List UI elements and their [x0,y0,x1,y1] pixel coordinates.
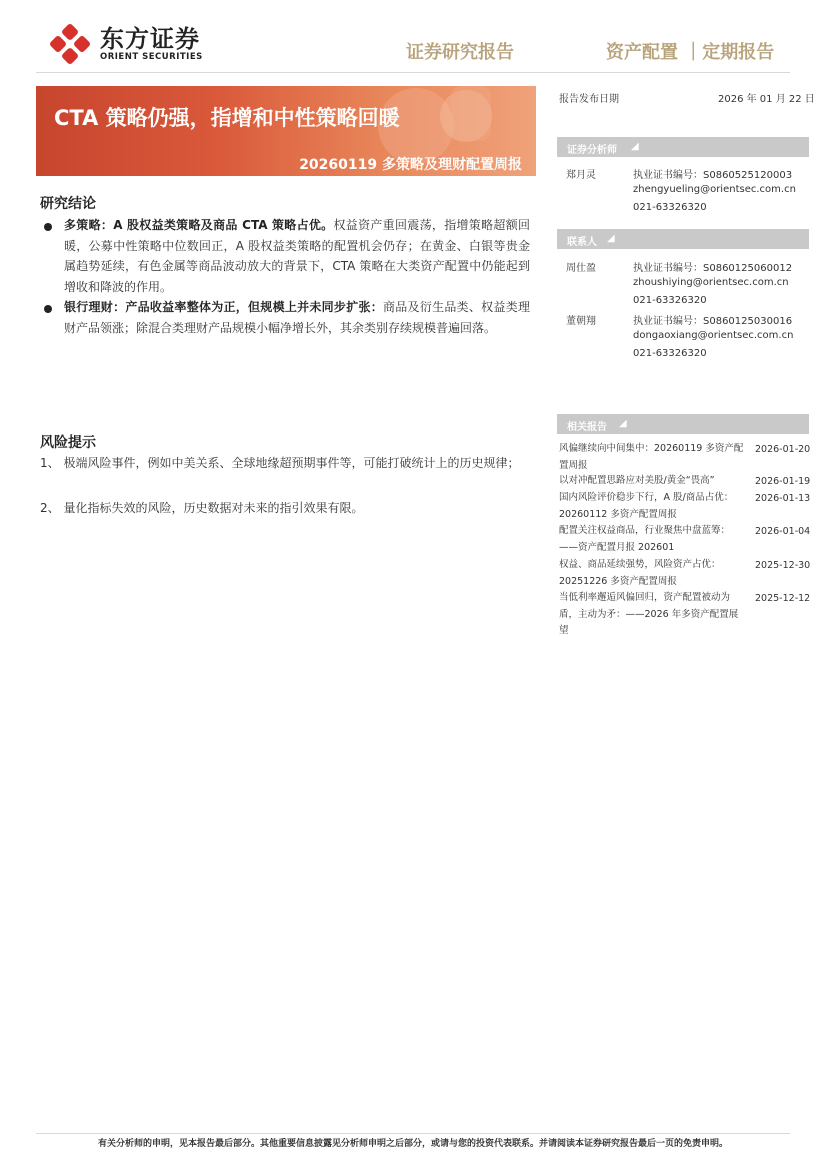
logo-cn: 东方证券 [100,24,200,53]
risk-title: 风险提示 [40,435,96,451]
bullet-icon [44,223,52,231]
contact-license: 执业证书编号：S0860125030016 [633,316,793,327]
related-report-link[interactable]: 以对冲配置思路应对美股/黄金“畏高” [559,475,715,486]
related-report-date: 2025-12-12 [755,593,811,604]
related-report-date: 2026-01-04 [755,526,811,537]
related-report-date: 2026-01-19 [755,476,811,487]
analyst-header [557,137,809,157]
contact-heading: 联系人 [567,237,597,248]
conclusion-title: 研究结论 [40,196,96,212]
footer-divider [36,1133,790,1134]
header-dots: ◢ [631,141,639,152]
risk-item: 2、 量化指标失效的风险，历史数据对未来的指引效果有限。 [40,501,364,515]
related-report-link[interactable]: 当低利率邂逅风偏回归，资产配置被动为盾，主动为矛：——2026 年多资产配置展望 [559,592,739,636]
footer-disclaimer: 有关分析师的申明，见本报告最后部分。其他重要信息披露见分析师申明之后部分，或请与您的投资代表联系。并请阅读本证券研究报告最后一页的免责申明。 [97,1139,728,1149]
report-subtitle: 20260119 多策略及理财配置周报 [299,157,522,173]
contact-phone: 021-63326320 [633,295,707,306]
analyst-license: 执业证书编号：S0860525120003 [633,170,793,181]
contact-email[interactable]: dongaoxiang@orientsec.com.cn [633,330,794,341]
related-heading: 相关报告 [567,422,607,433]
conclusion-text: 权益资产重回震荡，指增策略超额回暖，公募中性策略中位数回正，A 股权益类策略的配置机会仍存；在黄金、白银等贵金属趋势延续，有色金属等商品波动放大的背景下，CTA 策略在大类资产配置中仍能起到增收和降波的作用。 [64,218,530,294]
header-dots: ◢ [607,233,615,244]
analyst-phone: 021-63326320 [633,202,707,213]
related-report-date: 2026-01-20 [755,444,811,455]
related-header [557,414,809,434]
related-report-link[interactable]: 配置关注权益商品，行业聚焦中盘蓝筹：——资产配置月报 202601 [559,525,731,553]
related-report-link[interactable]: 权益、商品延续强势，风险资产占优：20251226 多资产配置周报 [559,559,721,587]
header-dots: ◢ [619,418,627,429]
related-report-date: 2025-12-30 [755,560,811,571]
contact-name: 董朝翔 [566,316,596,327]
analyst-email[interactable]: zhengyueling@orientsec.com.cn [633,184,796,195]
report-category: 资产配置 ｜定期报告 [606,42,775,63]
contact-license: 执业证书编号：S0860125060012 [633,263,793,274]
bullet-icon [44,305,52,313]
report-type: 证券研究报告 [406,42,514,63]
logo-en: ORIENT SECURITIES [100,51,203,62]
conclusion-lead: 银行理财：产品收益率整体为正，但规模上并未同步扩张： [64,300,384,314]
related-report-link[interactable]: 风偏继续向中间集中：20260119 多资产配置周报 [559,443,744,471]
company-logo [48,22,203,66]
contact-name: 周仕盈 [566,263,596,274]
contact-email[interactable]: zhoushiying@orientsec.com.cn [633,277,789,288]
analyst-name: 郑月灵 [566,170,596,181]
risk-item: 1、 极端风险事件，例如中美关系、全球地缘超预期事件等，可能打破统计上的历史规律； [40,456,520,470]
conclusion-lead: 多策略：A 股权益类策略及商品 CTA 策略占优。 [64,218,334,232]
header-divider [36,72,790,73]
publish-date-label: 报告发布日期 [559,94,619,105]
contact-header [557,229,809,249]
analyst-heading: 证券分析师 [567,145,617,156]
conclusion-item [64,215,530,297]
conclusion-item [64,297,530,338]
publish-date: 2026 年 01 月 22 日 [718,94,815,105]
title-banner [36,86,536,176]
orient-logo-icon [48,22,92,66]
contact-phone: 021-63326320 [633,348,707,359]
related-report-date: 2026-01-13 [755,493,811,504]
conclusion-text: 商品及衍生品类、权益类理财产品领涨；除混合类理财产品规模小幅净增长外，其余类别存续规模普遍回落。 [64,300,530,335]
related-report-link[interactable]: 国内风险评价稳步下行，A 股/商品占优：20260112 多资产配置周报 [559,492,734,520]
report-title: CTA 策略仍强，指增和中性策略回暖 [54,106,400,130]
